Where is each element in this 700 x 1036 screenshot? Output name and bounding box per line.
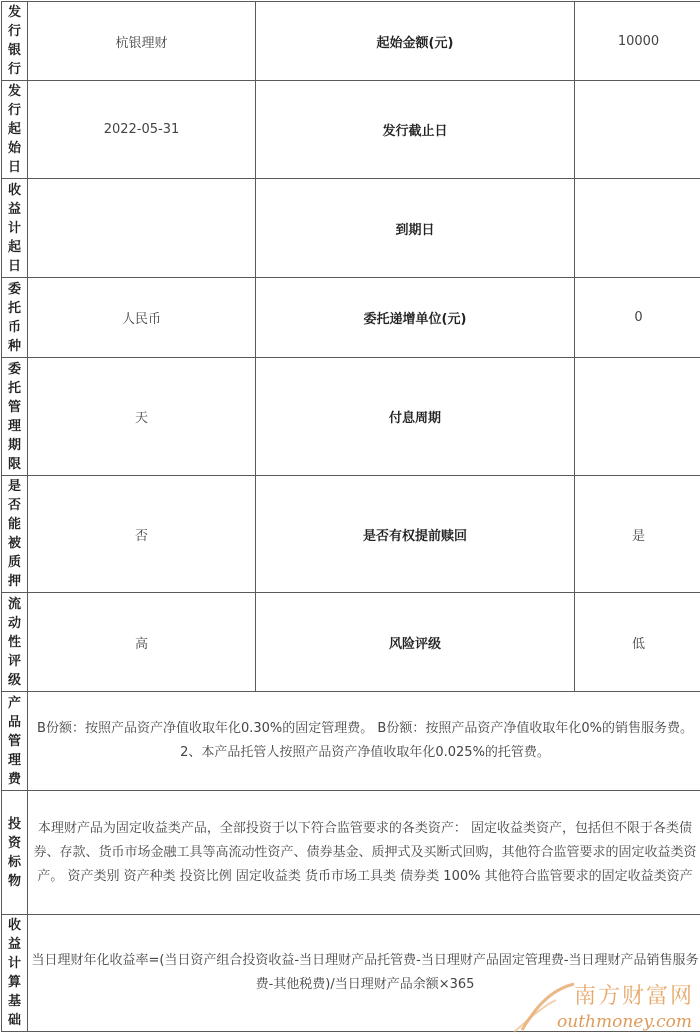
row-value2 (575, 358, 700, 476)
row-key: 发行截止日 (256, 81, 575, 179)
row-value2: 10000 (575, 2, 700, 81)
row-value: 高 (28, 593, 256, 692)
row-key: 付息周期 (256, 358, 575, 476)
row-value: 杭银理财 (28, 2, 256, 81)
row-key: 风险评级 (256, 593, 575, 692)
row-label: 委 托 管 理 期 限 (2, 358, 28, 476)
watermark-name: 南方财富网 (573, 984, 694, 1009)
row-label: 是 否 能 被 质 押 (2, 476, 28, 593)
row-value: 2022-05-31 (28, 81, 256, 179)
row-key: 委托递增单位(元) (256, 278, 575, 358)
product-info-table (1, 1, 700, 1032)
row-value (28, 179, 256, 278)
row-value2: 0 (575, 278, 700, 358)
table-row (2, 278, 700, 358)
row-label: 投 资 标 物 (2, 791, 28, 915)
watermark-url: outhmoney.com (557, 1012, 692, 1032)
row-long-text: 本理财产品为固定收益类产品，全部投资于以下符合监管要求的各类资产： 固定收益类资产，包括但不限于各类债券、存款、货币市场金融工具等高流动性资产、债券基金、质押式及买断式回购，其他符合监管要求的固定收益类资产。 资产类别 资产种类 投资比例 固定收益类 货币市场工具类 债券类 100% 其他符合监管要求的固定收益类资产 (28, 791, 700, 915)
table-row (2, 692, 700, 791)
row-value: 否 (28, 476, 256, 593)
table-row (2, 476, 700, 593)
row-label: 发 行 银 行 (2, 2, 28, 81)
table-row (2, 593, 700, 692)
row-label: 收 益 计 起 日 (2, 179, 28, 278)
row-key: 是否有权提前赎回 (256, 476, 575, 593)
row-label: 委 托 币 种 (2, 278, 28, 358)
row-label: 流 动 性 评 级 (2, 593, 28, 692)
row-label: 产 品 管 理 费 (2, 692, 28, 791)
table-row (2, 791, 700, 915)
row-key: 起始金额(元) (256, 2, 575, 81)
table-row (2, 2, 700, 81)
table-row (2, 358, 700, 476)
table-row (2, 81, 700, 179)
row-label: 收 益 计 算 基 础 (2, 915, 28, 1032)
row-value: 天 (28, 358, 256, 476)
row-long-text: 当日理财年化收益率=(当日资产组合投资收益-当日理财产品托管费-当日理财产品固定管理费-当日理财产品销售服务费-其他税费)/当日理财产品余额×365 (28, 915, 700, 1032)
row-value2 (575, 81, 700, 179)
table-row (2, 179, 700, 278)
row-long-text: B份额：按照产品资产净值收取年化0.30%的固定管理费。 B份额：按照产品资产净值收取年化0%的销售服务费。 2、本产品托管人按照产品资产净值收取年化0.025%的托管费。 (28, 692, 700, 791)
row-value: 人民币 (28, 278, 256, 358)
row-value2: 是 (575, 476, 700, 593)
row-value2: 低 (575, 593, 700, 692)
row-label: 发 行 起 始 日 (2, 81, 28, 179)
row-value2 (575, 179, 700, 278)
row-key: 到期日 (256, 179, 575, 278)
